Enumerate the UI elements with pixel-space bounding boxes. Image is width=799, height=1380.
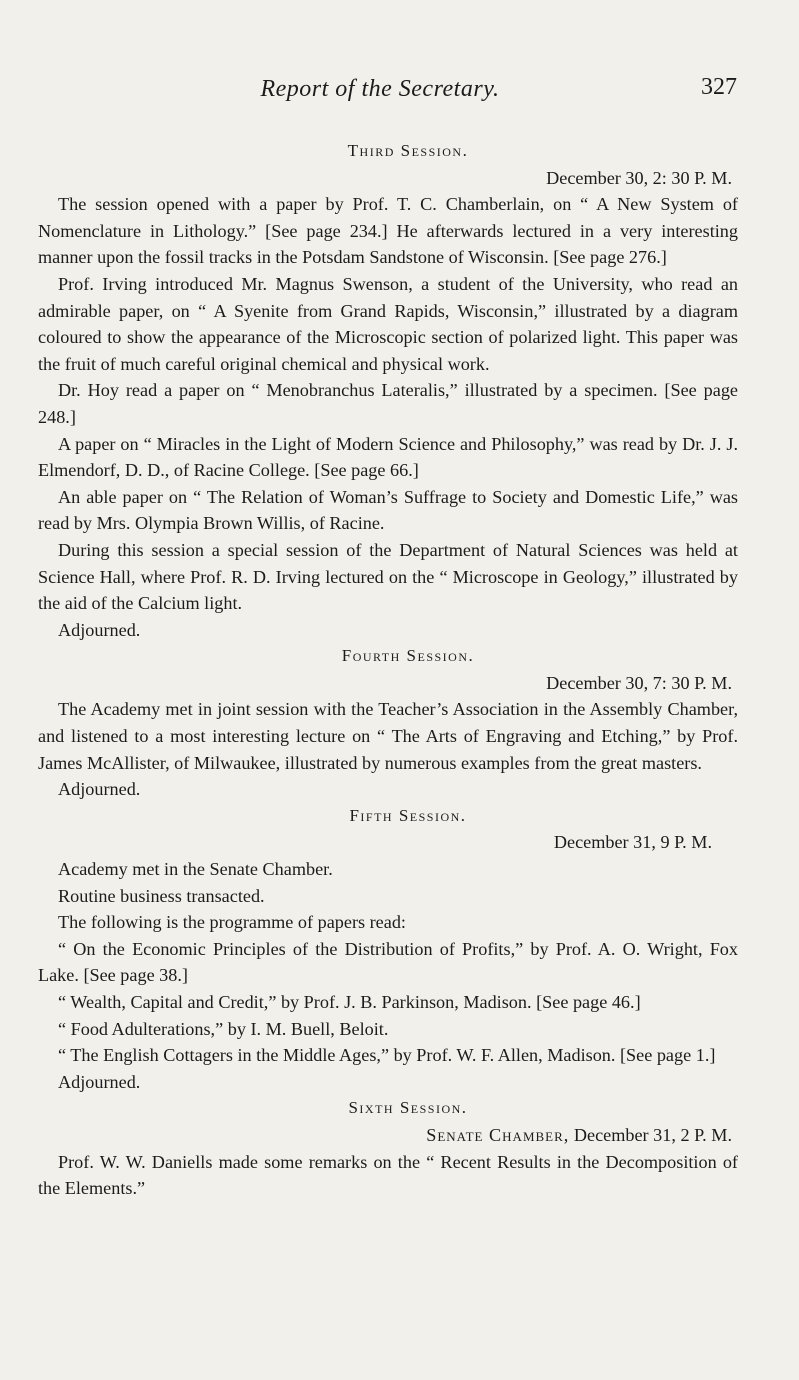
fifth-session-paper-4: “ The English Cottagers in the Middle Ages,” by Prof. W. F. Allen, Madison. [See page 1.] bbox=[58, 1045, 716, 1066]
running-header-title: Report of the Secretary. bbox=[260, 76, 500, 102]
fifth-session-heading: Fifth Session. bbox=[349, 805, 467, 825]
fourth-session-adjourned: Adjourned. bbox=[58, 779, 141, 800]
fifth-session-adjourned: Adjourned. bbox=[58, 1071, 141, 1092]
fifth-session-paper-3: “ Food Adulterations,” by I. M. Buell, Beloit. bbox=[58, 1018, 389, 1039]
third-session-adjourned: Adjourned. bbox=[58, 619, 141, 640]
sixth-session-paragraph-1: Prof. W. W. Daniells made some remarks on the “ Recent Results in the Decomposition of the Elements.” bbox=[38, 1151, 738, 1199]
sixth-session-heading: Sixth Session. bbox=[348, 1098, 468, 1118]
sixth-session-dateline bbox=[38, 1122, 738, 1149]
third-session-paragraph-5: An able paper on “ The Relation of Woman’s Suffrage to Society and Domestic Life,” was read by Mrs. Olympia Brown Willis, of Racine. bbox=[38, 486, 738, 534]
fifth-session-line-3: The following is the programme of papers read: bbox=[58, 912, 406, 933]
sixth-session-date: December 31, 2 P. M. bbox=[573, 1124, 732, 1145]
third-session-paragraph-4: A paper on “ Miracles in the Light of Modern Science and Philosophy,” was read by Dr. J. J. Elmendorf, D. D., of Racine College. [See page 66.] bbox=[38, 433, 738, 481]
third-session-paragraph-2: Prof. Irving introduced Mr. Magnus Swenson, a student of the University, who read an admirable paper, on “ A Syenite from Grand Rapids, Wisconsin,” illustrated by a diagram coloured to show the appearance of the Microscopic section of polarized light. This paper was the fruit of much careful original chemical and physical work. bbox=[38, 273, 738, 374]
sixth-session-place: Senate Chamber, bbox=[426, 1124, 570, 1145]
fifth-session-line-2: Routine business transacted. bbox=[58, 885, 265, 906]
page-number: 327 bbox=[701, 74, 737, 100]
third-session-paragraph-6: During this session a special session of the Department of Natural Sciences was held at Science Hall, where Prof. R. D. Irving lectured on the “ Microscope in Geology,” illustrated by the aid of the Calcium light. bbox=[38, 539, 738, 614]
fifth-session-paper-2: “ Wealth, Capital and Credit,” by Prof. J. B. Parkinson, Madison. [See page 46.] bbox=[58, 992, 641, 1012]
third-session-heading: Third Session. bbox=[347, 141, 469, 160]
third-session-date: December 30, 2: 30 P. M. bbox=[546, 167, 732, 188]
fifth-session-date: December 31, 9 P. M. bbox=[553, 832, 712, 853]
fifth-session-line-1: Academy met in the Senate Chamber. bbox=[58, 859, 333, 880]
fifth-session-paper-1: “ On the Economic Principles of the Distribution of Profits,” by Prof. A. O. Wright, Fox Lake. [See page 38.] bbox=[38, 938, 738, 986]
page-body bbox=[38, 138, 738, 1202]
third-session-paragraph-1: The session opened with a paper by Prof. T. C. Chamberlain, on “ A New System of Nomenclature in Lithology.” [See page 234.] He afterwards lectured in a very interesting manner upon the fossil tracks in the Potsdam Sandstone of Wisconsin. [See page 276.] bbox=[38, 194, 738, 268]
fourth-session-paragraph-1: The Academy met in joint session with the Teacher’s Association in the Assembly Chamber, and listened to a most interesting lecture on “ The Arts of Engraving and Etching,” by Prof. James McAllister, of Milwaukee, illustrated by numerous examples from the great masters. bbox=[38, 699, 738, 773]
third-session-paragraph-3: Dr. Hoy read a paper on “ Menobranchus Lateralis,” illustrated by a specimen. [See page 248.] bbox=[38, 380, 738, 427]
fourth-session-date: December 30, 7: 30 P. M. bbox=[546, 672, 732, 693]
fourth-session-heading: Fourth Session. bbox=[341, 646, 475, 666]
